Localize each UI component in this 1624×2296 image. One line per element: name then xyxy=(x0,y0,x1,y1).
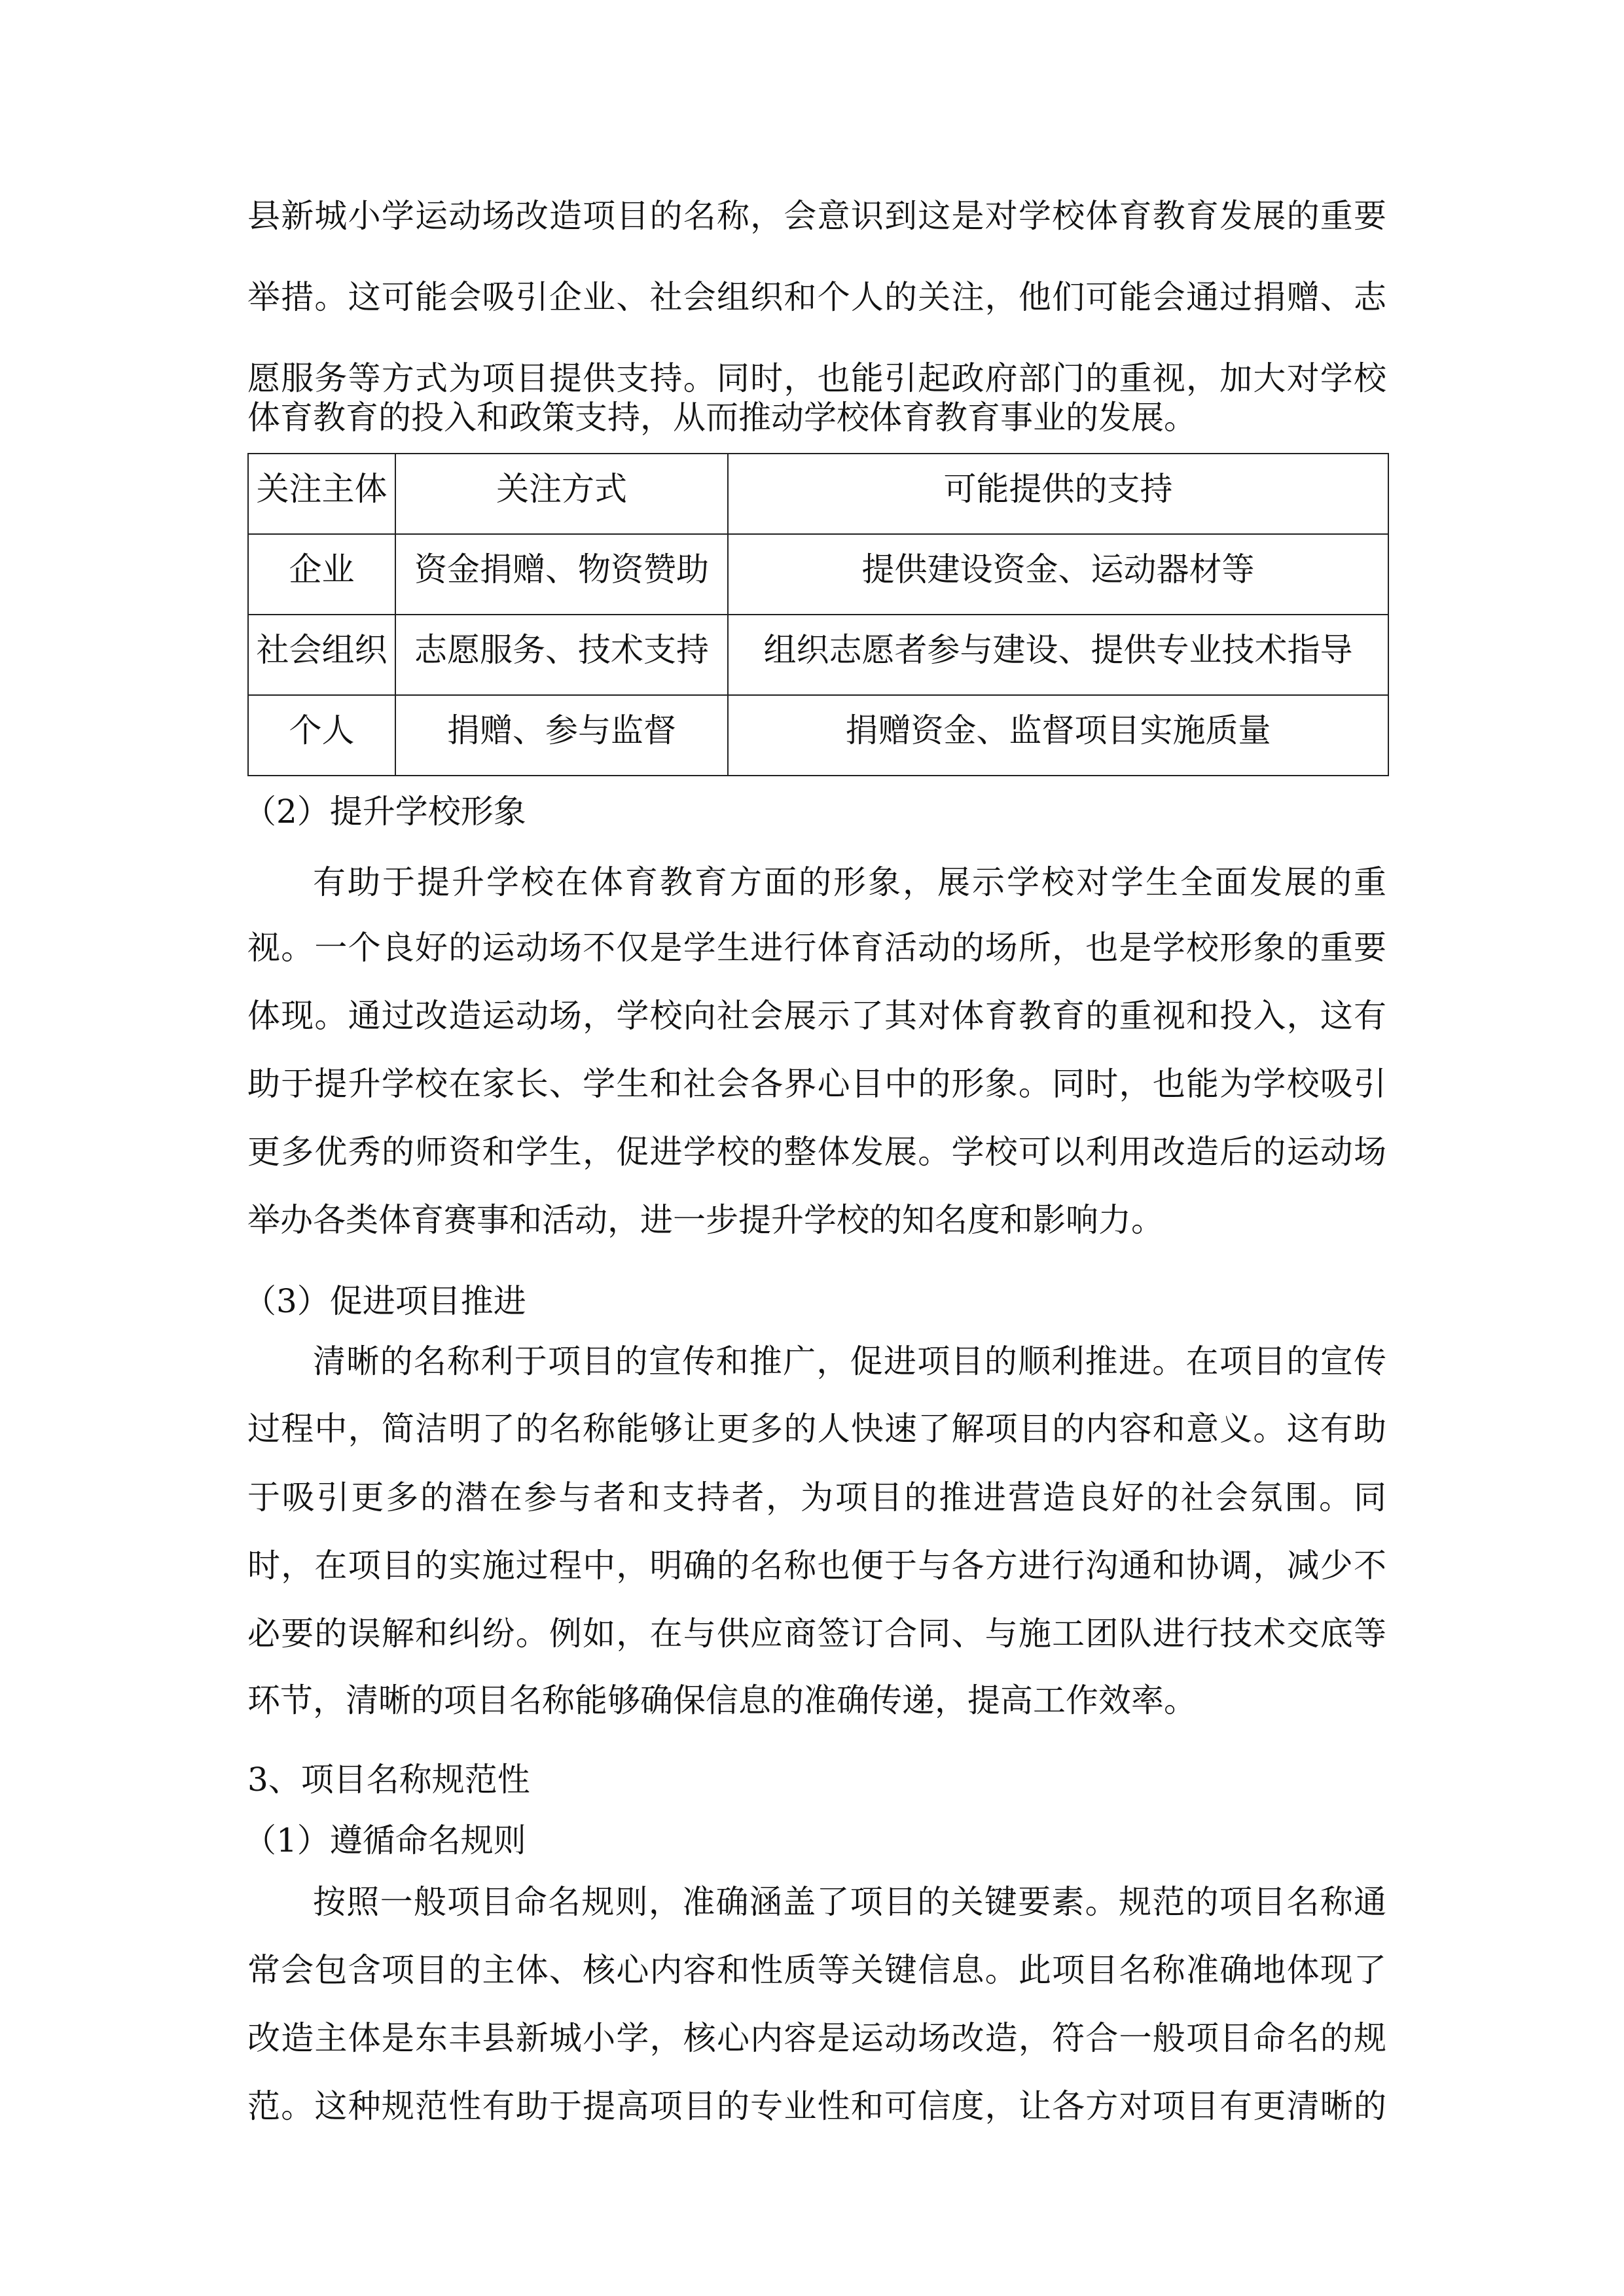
paragraph-2-line-1: 有助于提升学校在体育教育方面的形象，展示学校对学生全面发展的重 xyxy=(313,863,1386,901)
table-cell: 资金捐赠、物资赞助 xyxy=(395,534,728,615)
support-table xyxy=(247,453,1389,776)
table-cell: 提供建设资金、运动器材等 xyxy=(728,534,1388,615)
paragraph-1-line-2: 举措。这可能会吸引企业、社会组织和个人的关注，他们可能会通过捐赠、志 xyxy=(247,278,1386,316)
paragraph-2-line-2: 视。一个良好的运动场不仅是学生进行体育活动的场所，也是学校形象的重要 xyxy=(247,929,1386,967)
table-row xyxy=(248,534,1388,615)
paragraph-3-line-2: 过程中，简洁明了的名称能够让更多的人快速了解项目的内容和意义。这有助 xyxy=(247,1410,1386,1448)
paragraph-4-line-1: 按照一般项目命名规则，准确涵盖了项目的关键要素。规范的项目名称通 xyxy=(313,1883,1386,1921)
table-cell: 组织志愿者参与建设、提供专业技术指导 xyxy=(728,615,1388,695)
paragraph-3-line-5: 必要的误解和纠纷。例如，在与供应商签订合同、与施工团队进行技术交底等 xyxy=(247,1615,1386,1653)
table-header-cell: 关注主体 xyxy=(248,454,395,534)
table-header-cell: 可能提供的支持 xyxy=(728,454,1388,534)
paragraph-2-line-5: 更多优秀的师资和学生，促进学校的整体发展。学校可以利用改造后的运动场 xyxy=(247,1133,1386,1171)
table-cell: 志愿服务、技术支持 xyxy=(395,615,728,695)
paragraph-1-line-1: 县新城小学运动场改造项目的名称，会意识到这是对学校体育教育发展的重要 xyxy=(247,197,1386,235)
paragraph-3-line-1: 清晰的名称利于项目的宣传和推广，促进项目的顺利推进。在项目的宣传 xyxy=(313,1342,1386,1380)
heading-3: （3）促进项目推进 xyxy=(244,1282,526,1320)
table-cell: 捐赠资金、监督项目实施质量 xyxy=(728,695,1388,776)
table-cell: 企业 xyxy=(248,534,395,615)
table-header-row xyxy=(248,454,1388,534)
paragraph-1-line-3: 愿服务等方式为项目提供支持。同时，也能引起政府部门的重视，加大对学校 xyxy=(247,359,1386,397)
section-3-title: 3、项目名称规范性 xyxy=(247,1761,530,1799)
paragraph-4-line-3: 改造主体是东丰县新城小学，核心内容是运动场改造，符合一般项目命名的规 xyxy=(247,2019,1386,2057)
paragraph-2-line-6: 举办各类体育赛事和活动，进一步提升学校的知名度和影响力。 xyxy=(247,1201,1164,1239)
table-cell: 捐赠、参与监督 xyxy=(395,695,728,776)
table-row xyxy=(248,695,1388,776)
table-header-cell: 关注方式 xyxy=(395,454,728,534)
table-cell: 社会组织 xyxy=(248,615,395,695)
paragraph-4-line-2: 常会包含项目的主体、核心内容和性质等关键信息。此项目名称准确地体现了 xyxy=(247,1951,1386,1989)
paragraph-4-line-4: 范。这种规范性有助于提高项目的专业性和可信度，让各方对项目有更清晰的 xyxy=(247,2087,1386,2125)
heading-4: （1）遵循命名规则 xyxy=(244,1821,526,1859)
paragraph-3-line-4: 时，在项目的实施过程中，明确的名称也便于与各方进行沟通和协调，减少不 xyxy=(247,1547,1386,1585)
paragraph-1-line-4: 体育教育的投入和政策支持，从而推动学校体育教育事业的发展。 xyxy=(247,399,1197,437)
paragraph-2-line-3: 体现。通过改造运动场，学校向社会展示了其对体育教育的重视和投入，这有 xyxy=(247,997,1386,1035)
paragraph-2-line-4: 助于提升学校在家长、学生和社会各界心目中的形象。同时，也能为学校吸引 xyxy=(247,1065,1386,1103)
table-row xyxy=(248,615,1388,695)
table-cell: 个人 xyxy=(248,695,395,776)
paragraph-3-line-6: 环节，清晰的项目名称能够确保信息的准确传递，提高工作效率。 xyxy=(247,1681,1197,1719)
paragraph-3-line-3: 于吸引更多的潜在参与者和支持者，为项目的推进营造良好的社会氛围。同 xyxy=(247,1479,1386,1516)
heading-2: （2）提升学校形象 xyxy=(244,793,526,831)
